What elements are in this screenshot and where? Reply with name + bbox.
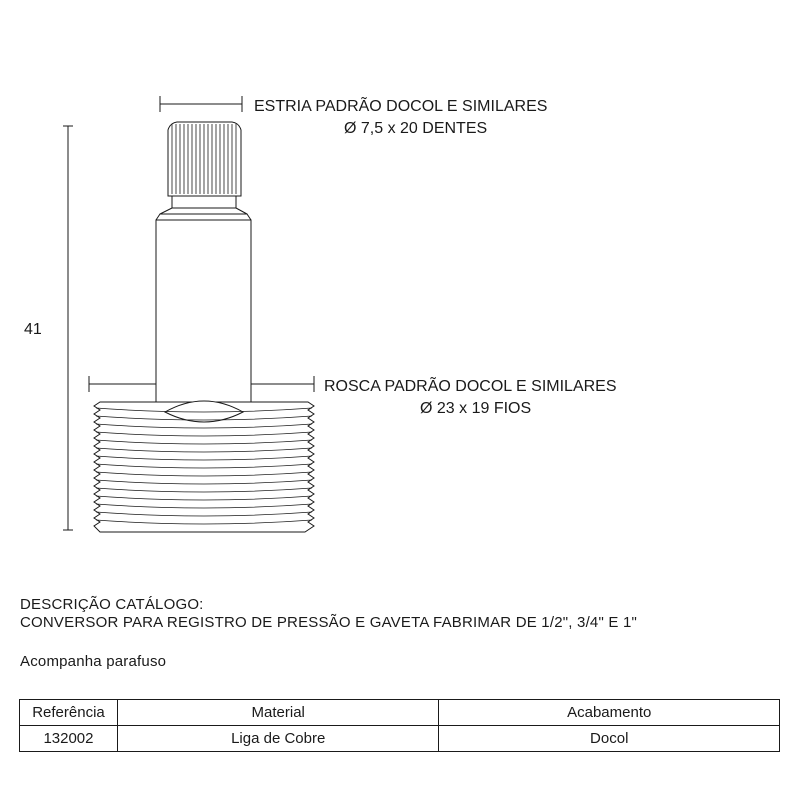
accessory-note: Acompanha parafuso [20,653,167,670]
thread-spec: Ø 23 x 19 FIOS [420,400,532,417]
table-row [20,726,780,752]
header-reference: Referência [20,700,118,726]
shaft [156,220,251,402]
threaded-body [94,401,314,532]
description-heading: DESCRIÇÃO CATÁLOGO: [20,596,204,613]
cell-material: Liga de Cobre [117,726,439,752]
header-finish: Acabamento [439,700,780,726]
height-dimension-value: 41 [24,321,42,338]
header-material: Material [117,700,439,726]
cell-finish: Docol [439,726,780,752]
height-dimension-line [63,126,73,530]
spline-head [156,122,251,220]
description-text: CONVERSOR PARA REGISTRO DE PRESSÃO E GAVETA FABRIMAR DE 1/2", 3/4" E 1" [20,614,638,631]
cell-reference: 132002 [20,726,118,752]
specs-table [19,699,780,752]
table-header-row [20,700,780,726]
spline-spec: Ø 7,5 x 20 DENTES [344,120,488,137]
spline-label: ESTRIA PADRÃO DOCOL E SIMILARES [254,98,548,115]
thread-label: ROSCA PADRÃO DOCOL E SIMILARES [324,378,617,395]
spline-dimension-line [160,96,242,112]
